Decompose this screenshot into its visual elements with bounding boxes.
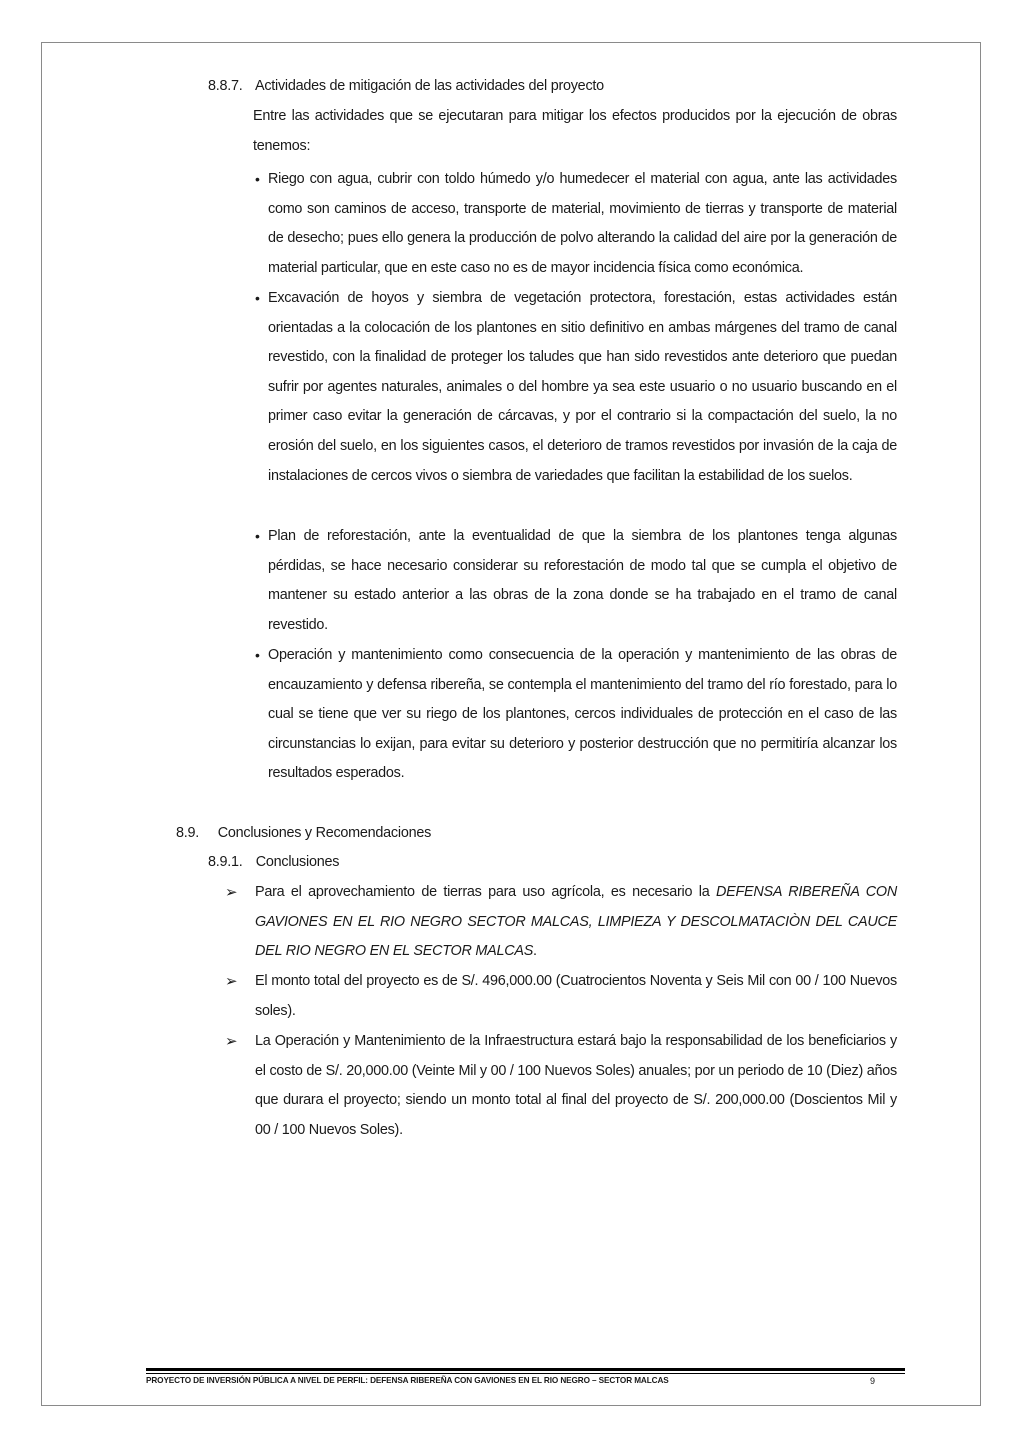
section-89-heading (176, 819, 431, 849)
footer-rule (146, 1368, 905, 1371)
section-89-title: Conclusiones y Recomendaciones (217, 825, 432, 841)
section-891-title: Conclusiones (255, 854, 340, 870)
conclusion-text-end: . (533, 943, 537, 960)
bullet-text: Operación y mantenimiento como consecuencia de la operación y mantenimiento de las obras de encauzamiento y defensa ribereña, se contempla el mantenimiento del tramo del río forestado, para lo cual se tiene que ver su riego de los plantones, cercos individuales de protección en el caso de las circunstancias lo exijan, para evitar su deterioro y posterior destrucción que no permitiría alcanzar los resultados esperados. (268, 647, 897, 782)
bullet-icon: • (255, 171, 260, 187)
section-891-number: 8.9.1. (208, 854, 243, 870)
bullet-text: Excavación de hoyos y siembra de vegetación protectora, forestación, estas actividades están orientadas a la colocación de los plantones en sitio definitivo en ambas márgenes del tramo de canal revestido, con la finalidad de proteger los taludes que han sido revestidos ante deterioro que puedan sufrir por agentes naturales, animales o del hombre ya sea este usuario o no usuario buscando en el primer caso evitar la generación de cárcavas, y por el contrario si la compactación del suelo, la no erosión del suelo, en los siguientes casos, el deterioro de tramos revestidos por invasión de la caja de instalaciones de cercos vivos o siembra de variedades que facilitan la estabilidad de los suelos. (268, 290, 897, 484)
conclusion-text-plain: Para el aprovechamiento de tierras para uso agrícola, es necesario la (255, 884, 716, 900)
section-891-heading (208, 848, 339, 878)
bullet-icon: • (255, 290, 260, 306)
page-number: 9 (870, 1376, 876, 1386)
section-887-title: Actividades de mitigación de las actividades del proyecto (254, 78, 604, 94)
arrow-bullet-icon: ➢ (225, 973, 238, 990)
section-887-intro: Entre las actividades que se ejecutaran para mitigar los efectos producidos por la ejecución de obras tenemos: (253, 108, 897, 154)
bullet-icon: • (255, 528, 260, 544)
section-89-number: 8.9. (176, 825, 200, 841)
section-887-number: 8.8.7. (208, 78, 243, 94)
footer-title: PROYECTO DE INVERSIÓN PÚBLICA A NIVEL DE PERFIL: DEFENSA RIBEREÑA CON GAVIONES EN EL RIO NEGRO – SECTOR MALCAS (146, 1376, 669, 1385)
conclusion-text (255, 878, 897, 967)
section-887-heading (208, 72, 604, 102)
arrow-bullet-icon: ➢ (225, 884, 238, 901)
conclusion-text-italic: DEFENSA RIBEREÑA CON GAVIONES EN EL RIO NEGRO SECTOR MALCAS, LIMPIEZA Y DESCOLMATACIÒN DEL CAUCE DEL RIO NEGRO EN EL SECTOR MALCAS (255, 884, 897, 960)
arrow-bullet-icon: ➢ (225, 1033, 238, 1050)
bullet-text: Plan de reforestación, ante la eventualidad de que la siembra de los plantones tenga algunas pérdidas, se hace necesario considerar su reforestación de modo tal que se cumpla el objetivo de mantener su estado anterior a las obras de la zona donde se ha trabajado en el tramo de canal revestido. (268, 528, 897, 633)
conclusion-text: El monto total del proyecto es de S/. 496,000.00 (Cuatrocientos Noventa y Seis Mil con 00 / 100 Nuevos soles). (255, 973, 897, 1019)
bullet-text: Riego con agua, cubrir con toldo húmedo y/o humedecer el material con agua, ante las actividades como son caminos de acceso, transporte de material, movimiento de tierras y transporte de material de desecho; pues ello genera la producción de polvo alterando la calidad del aire por la generación de material particular, que en este caso no es de mayor incidencia física como económica. (268, 171, 897, 276)
footer-rule-thin (146, 1373, 905, 1374)
bullet-icon: • (255, 647, 260, 663)
conclusion-text: La Operación y Mantenimiento de la Infraestructura estará bajo la responsabilidad de los beneficiarios y el costo de S/. 20,000.00 (Veinte Mil y 00 / 100 Nuevos Soles) anuales; por un periodo de 10 (Diez) años que durara el proyecto; siendo un monto total al final del proyecto de S/. 200,000.00 (Doscientos Mil y 00 / 100 Nuevos Soles). (255, 1033, 897, 1138)
